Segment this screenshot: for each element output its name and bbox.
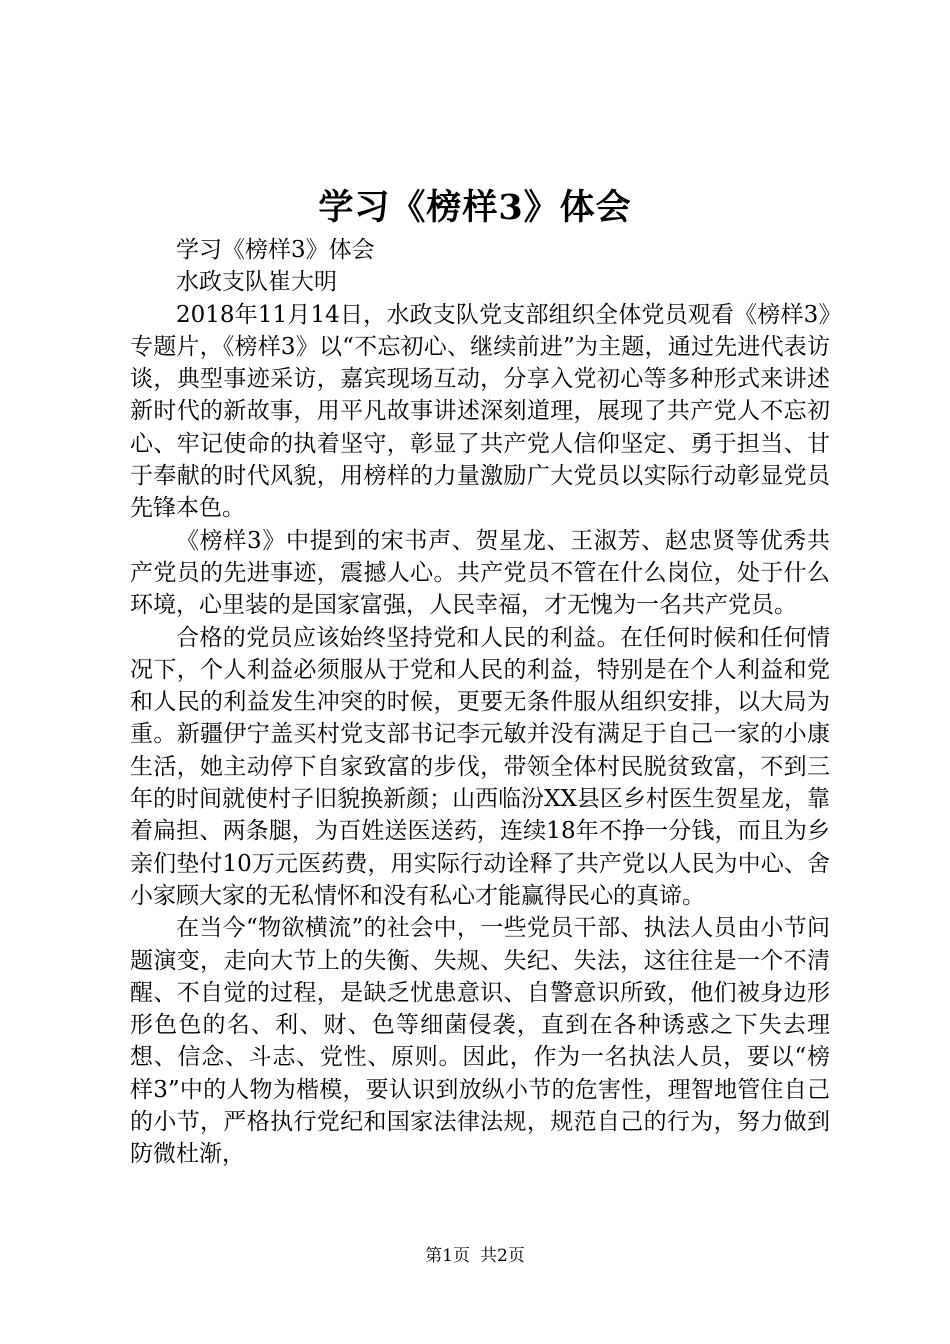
body-paragraph: 《榜样3》中提到的宋书声、贺星龙、王淑芳、赵忠贤等优秀共产党员的先进事迹，震撼人心。共产党员不管在什么岗位，处于什么环境，心里装的是国家富强，人民幸福，才无愧为一名共产党员。 <box>130 527 830 619</box>
body-paragraph: 在当今“物欲横流”的社会中，一些党员干部、执法人员由小节问题演变，走向大节上的失衡、失规、失纪、失法，这往往是一个不清醒、不自觉的过程，是缺乏忧患意识、自警意识所致，他们被身边形形色色的名、利、财、色等细菌侵袭，直到在各种诱惑之下失去理想、信念、斗志、党性、原则。因此，作为一名执法人员，要以“榜样3”中的人物为楷模，要认识到放纵小节的危害性，理智地管住自己的小节，严格执行党纪和国家法律法规，规范自己的行为，努力做到防微杜渐， <box>130 915 830 1168</box>
document-title: 学习《榜样3》体会 <box>318 187 632 228</box>
body-paragraph: 2018年11月14日，水政支队党支部组织全体党员观看《榜样3》专题片，《榜样3》以“不忘初心、继续前进”为主题，通过先进代表访谈，典型事迹采访，嘉宾现场互动，分享入党初心等多种形式来讲述新时代的新故事，用平凡故事讲述深刻道理，展现了共产党人不忘初心、牢记使命的执着坚守，彰显了共产党人信仰坚定、勇于担当、甘于奉献的时代风貌，用榜样的力量激励广大党员以实际行动彰显党员先锋本色。 <box>130 301 830 522</box>
body-paragraph: 合格的党员应该始终坚持党和人民的利益。在任何时候和任何情况下，个人利益必须服从于党和人民的利益，特别是在个人利益和党和人民的利益发生冲突的时候，更要无条件服从组织安排，以大局为重。新疆伊宁盖买村党支部书记李元敏并没有满足于自己一家的小康生活，她主动停下自家致富的步伐，带领全体村民脱贫致富，不到三年的时间就使村子旧貌换新颜；山西临汾XX县区乡村医生贺星龙，靠着扁担、两条腿，为百姓送医送药，连续18年不挣一分钱，而且为乡亲们垫付10万元医药费，用实际行动诠释了共产党以人民为中心、舍小家顾大家的无私情怀和没有私心才能赢得民心的真谛。 <box>130 624 830 909</box>
document-body <box>130 234 830 1171</box>
page-number: 第1页 <box>425 1246 470 1266</box>
body-paragraph-subtitle: 学习《榜样3》体会 <box>176 237 375 263</box>
body-paragraph-author: 水政支队崔大明 <box>176 269 337 296</box>
page-total: 共2页 <box>480 1246 525 1266</box>
page-footer <box>0 1244 950 1268</box>
